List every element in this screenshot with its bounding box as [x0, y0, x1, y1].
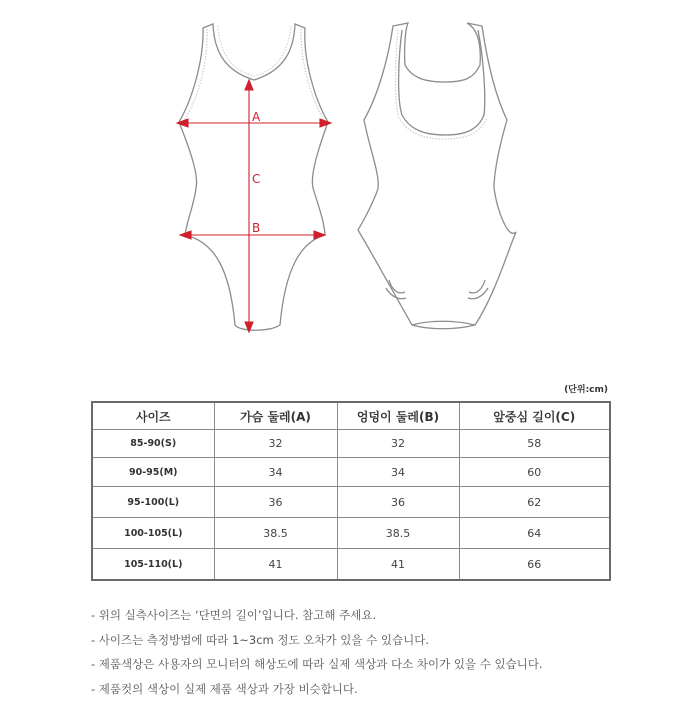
cell-length: 58	[459, 430, 610, 458]
back-view-illustration	[358, 23, 516, 329]
cell-length: 64	[459, 518, 610, 549]
cell-length: 60	[459, 458, 610, 487]
note-item: - 제품컷의 색상이 실제 제품 색상과 가장 비슷합니다.	[91, 679, 543, 703]
cell-hip: 38.5	[337, 518, 459, 549]
cell-length: 66	[459, 549, 610, 581]
cell-chest: 36	[214, 487, 337, 518]
note-item: - 위의 실측사이즈는 ‘단면의 길이’입니다. 참고해 주세요.	[91, 605, 543, 630]
cell-size: 90-95(M)	[92, 458, 214, 487]
cell-size: 85-90(S)	[92, 430, 214, 458]
cell-size: 95-100(L)	[92, 487, 214, 518]
cell-size: 105-110(L)	[92, 549, 214, 581]
cell-chest: 34	[214, 458, 337, 487]
table-row	[92, 487, 610, 518]
cell-hip: 41	[337, 549, 459, 581]
cell-chest: 32	[214, 430, 337, 458]
size-chart-table	[91, 401, 611, 581]
measure-label-a: A	[252, 110, 261, 124]
cell-hip: 36	[337, 487, 459, 518]
header-hip: 엉덩이 둘레(B)	[337, 402, 459, 430]
cell-hip: 32	[337, 430, 459, 458]
table-row	[92, 430, 610, 458]
table-row	[92, 458, 610, 487]
table-header-row	[92, 402, 610, 430]
header-length: 앞중심 길이(C)	[459, 402, 610, 430]
note-item: - 사이즈는 측정방법에 따라 1~3cm 정도 오차가 있을 수 있습니다.	[91, 630, 543, 655]
cell-length: 62	[459, 487, 610, 518]
measure-label-c: C	[252, 172, 260, 186]
cell-hip: 34	[337, 458, 459, 487]
cell-chest: 38.5	[214, 518, 337, 549]
cell-size: 100-105(L)	[92, 518, 214, 549]
header-chest: 가슴 둘레(A)	[214, 402, 337, 430]
measure-label-b: B	[252, 221, 260, 235]
size-notes	[91, 605, 543, 703]
unit-label: (단위:cm)	[564, 382, 608, 395]
header-size: 사이즈	[92, 402, 214, 430]
note-item: - 제품색상은 사용자의 모니터의 해상도에 따라 실제 색상과 다소 차이가 있을 수 있습니다.	[91, 654, 543, 679]
cell-chest: 41	[214, 549, 337, 581]
table-row	[92, 518, 610, 549]
table-row	[92, 549, 610, 581]
